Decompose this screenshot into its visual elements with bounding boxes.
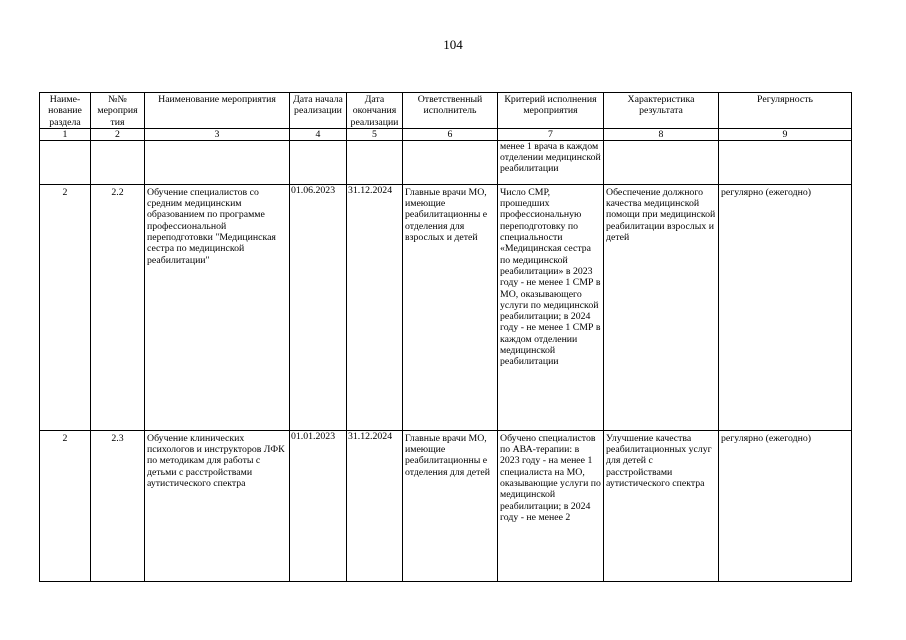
cell-name: Обучение клинических психологов и инструкторов ЛФК по методикам для работы с детьми с расстройствами аутистического спектра <box>145 430 290 581</box>
cell-criterion: Обучено специалистов по АВА-терапии: в 2023 году - на менее 1 специалиста на МО, оказывающие услуги по медицинской реабилитации; в 2024 году - не менее 2 <box>498 430 604 581</box>
column-number: 4 <box>290 128 347 140</box>
column-number: 5 <box>347 128 403 140</box>
cell-result <box>604 140 719 184</box>
cell-end-date: 31.12.2024 <box>347 430 403 581</box>
table-row <box>40 430 852 581</box>
cell-name <box>145 140 290 184</box>
activities-table <box>39 92 852 582</box>
cell-number: 2.2 <box>91 184 145 430</box>
cell-result: Обеспечение должного качества медицинской помощи при медицинской реабилитации взрослых и детей <box>604 184 719 430</box>
column-number-row <box>40 128 852 140</box>
cell-criterion: менее 1 врача в каждом отделении медицинской реабилитации <box>498 140 604 184</box>
column-number: 2 <box>91 128 145 140</box>
cell-responsible: Главные врачи МО, имеющие реабилитационны е отделения для взрослых и детей <box>403 184 498 430</box>
cell-start-date: 01.06.2023 <box>290 184 347 430</box>
header-start-date: Дата начала реализации <box>290 93 347 129</box>
column-number: 6 <box>403 128 498 140</box>
cell-start-date <box>290 140 347 184</box>
cell-start-date: 01.01.2023 <box>290 430 347 581</box>
column-number: 8 <box>604 128 719 140</box>
column-number: 1 <box>40 128 91 140</box>
header-result: Характеристика результата <box>604 93 719 129</box>
cell-section <box>40 140 91 184</box>
column-number: 7 <box>498 128 604 140</box>
header-responsible: Ответственный исполнитель <box>403 93 498 129</box>
cell-name: Обучение специалистов со средним медицинским образованием по программе профессиональной переподготовки "Медицинская сестра по медицинской реабилитации" <box>145 184 290 430</box>
cell-end-date: 31.12.2024 <box>347 184 403 430</box>
table-row <box>40 184 852 430</box>
header-number: №№ мероприя тия <box>91 93 145 129</box>
cell-responsible: Главные врачи МО, имеющие реабилитационны е отделения для детей <box>403 430 498 581</box>
header-end-date: Дата окончания реализации <box>347 93 403 129</box>
cell-number: 2.3 <box>91 430 145 581</box>
header-regularity: Регулярность <box>719 93 852 129</box>
header-name: Наименование мероприятия <box>145 93 290 129</box>
cell-regularity: регулярно (ежегодно) <box>719 430 852 581</box>
column-number: 3 <box>145 128 290 140</box>
cell-regularity <box>719 140 852 184</box>
cell-section: 2 <box>40 184 91 430</box>
cell-section: 2 <box>40 430 91 581</box>
header-criterion: Критерий исполнения мероприятия <box>498 93 604 129</box>
page-number: 104 <box>443 37 463 52</box>
column-number: 9 <box>719 128 852 140</box>
cell-responsible <box>403 140 498 184</box>
header-row <box>40 93 852 129</box>
cell-end-date <box>347 140 403 184</box>
cell-regularity: регулярно (ежегодно) <box>719 184 852 430</box>
table-row <box>40 140 852 184</box>
header-section: Наиме-нование раздела <box>40 93 91 129</box>
cell-result: Улучшение качества реабилитационных услуг для детей с расстройствами аутистического спектра <box>604 430 719 581</box>
cell-criterion: Число СМР, прошедших профессиональную переподготовку по специальности «Медицинская сестра по медицинской реабилитации» в 2023 году - не менее 1 СМР в МО, оказывающего услуги по медицинской реабилитации; в 2024 году - не менее 1 СМР в каждом отделении медицинской реабилитации <box>498 184 604 430</box>
cell-number <box>91 140 145 184</box>
